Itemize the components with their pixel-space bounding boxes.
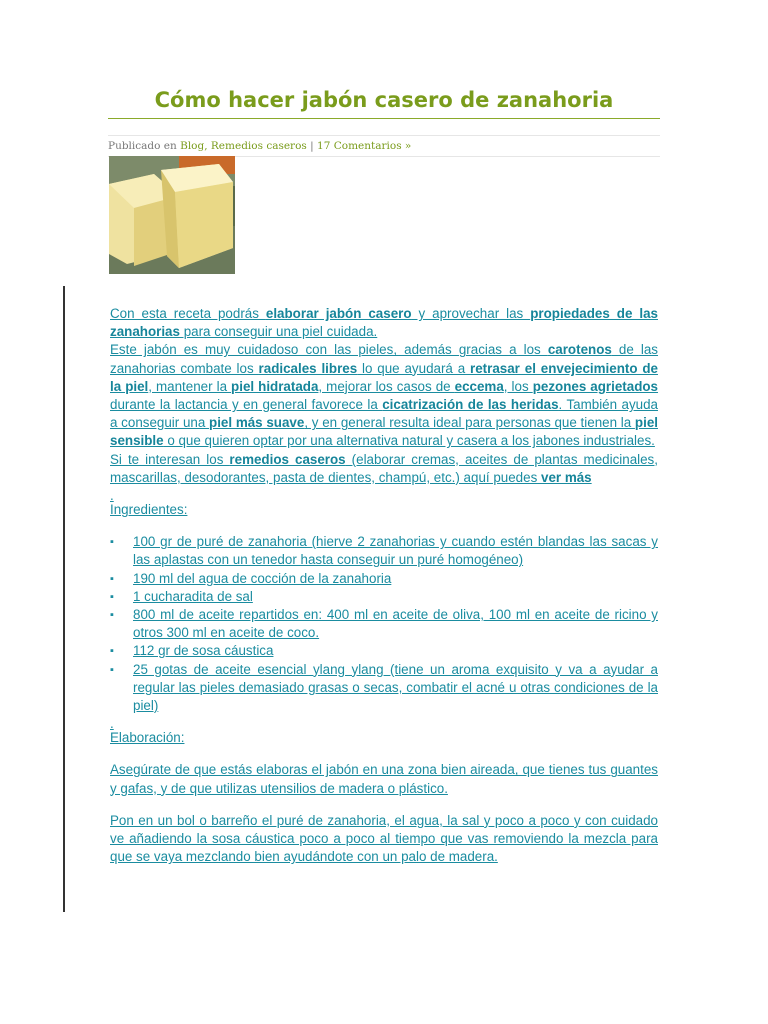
text-run: Si te interesan los (110, 451, 230, 467)
article-title: Cómo hacer jabón casero de zanahoria (108, 84, 660, 119)
step-paragraph-1: Asegúrate de que estás elaboras el jabón en una zona bien aireada, que tienes tus guantes y gafas, y de que utilizas utensilios de madera o plástico. (110, 762, 658, 796)
ingredients-list (110, 533, 658, 715)
ingredient-item (110, 588, 658, 606)
post-meta (108, 135, 660, 157)
ingredient-item (110, 570, 658, 588)
ingredient-text: 800 ml de aceite repartidos en: 400 ml en aceite de oliva, 100 ml en aceite de ricino y otros 300 ml en aceite de coco. (133, 607, 658, 641)
page-margin-line (63, 286, 65, 912)
meta-separator: | (310, 140, 314, 152)
keyword-link[interactable]: cicatrización de las heridas (382, 397, 559, 413)
text-run: (elaborar cremas, aceites de plantas medicinales, mascarillas, desodorantes, pasta de dientes, champú, etc.) aquí puedes (110, 451, 658, 485)
text-run: y aprovechar las (411, 306, 531, 321)
keyword-link[interactable]: carotenos (547, 342, 612, 358)
keyword-link[interactable]: retrasar el envejecimiento de la piel (110, 360, 658, 394)
ingredient-text: 25 gotas de aceite esencial ylang ylang (tiene un aroma exquisito y va a ayudar a regular las pieles demasiado grasas o secas, combatir el acné u otras condiciones de la piel) (133, 661, 658, 714)
text-run: Con esta receta podrás (110, 306, 266, 321)
text-run: , mejorar los casos de (318, 378, 455, 394)
bullet-icon: ▪ (110, 590, 114, 603)
text-run: , los (503, 378, 533, 394)
article-body (110, 305, 658, 866)
text-run: durante la lactancia y en general favorece la (110, 397, 383, 413)
keyword-link[interactable]: elaborar jabón casero (265, 306, 412, 321)
bullet-icon: ▪ (110, 609, 114, 622)
ingredient-text: 100 gr de puré de zanahoria (hierve 2 zanahorias y cuando estén blandas las sacas y las aplastas con un tenedor hasta conseguir un puré homogéneo) (133, 534, 658, 568)
ingredient-item (110, 533, 658, 569)
soap-image-graphic (109, 156, 235, 274)
intro-paragraph (110, 305, 658, 341)
text-run: lo que ayudará a (357, 360, 471, 376)
keyword-link[interactable]: pezones agrietados (532, 378, 659, 394)
ingredient-text: 112 gr de sosa cáustica (133, 643, 274, 659)
remedies-paragraph (110, 451, 658, 487)
keyword-link[interactable]: ver más (541, 469, 592, 485)
text-run: . También ayuda a conseguir una (110, 397, 658, 431)
soap-bars-photo (109, 156, 235, 274)
text-run: o que quieren optar por una alternativa natural y casera a los jabones industriales. (163, 433, 655, 449)
separator-dot-2: . (110, 716, 114, 732)
ingredient-item (110, 661, 658, 716)
text-run: para conseguir una piel cuidada. (179, 324, 378, 340)
meta-prefix: Publicado en (108, 140, 177, 152)
benefits-paragraph (110, 341, 658, 450)
ingredient-text: 1 cucharadita de sal (133, 588, 253, 604)
elaboration-heading: Elaboración: (110, 730, 185, 746)
keyword-link[interactable]: eccema (454, 378, 504, 394)
keyword-link[interactable]: piel sensible (110, 415, 658, 449)
keyword-link[interactable]: radicales libres (258, 360, 358, 376)
ingredient-item (110, 606, 658, 642)
bullet-icon: ▪ (110, 572, 114, 585)
text-run: de las zanahorias combate los (110, 342, 659, 376)
keyword-link[interactable]: remedios caseros (229, 451, 346, 467)
text-run: , y en general resulta ideal para personas que tienen la (304, 415, 635, 431)
text-run: , mantener la (148, 378, 232, 394)
keyword-link[interactable]: piel más suave (209, 415, 305, 431)
bullet-icon: ▪ (110, 645, 114, 658)
ingredients-heading: Ingredientes: (110, 502, 188, 518)
keyword-link[interactable]: propiedades de las zanahorias (110, 306, 658, 340)
separator-dot: . (110, 488, 114, 504)
bullet-icon: ▪ (110, 663, 114, 676)
step-paragraph-2: Pon en un bol o barreño el puré de zanahoria, el agua, la sal y poco a poco y con cuidado ve añadiendo la sosa cáustica poco a poco al tiempo que vas removiendo la mezcla para que se vaya mezclando bien ayudándote con un palo de madera. (110, 812, 658, 865)
ingredient-item (110, 642, 658, 660)
comments-link[interactable]: 17 Comentarios » (317, 140, 412, 152)
category-links[interactable]: Blog, Remedios caseros (180, 140, 307, 152)
keyword-link[interactable]: piel hidratada (231, 378, 319, 394)
ingredient-text: 190 ml del agua de cocción de la zanahoria (133, 570, 392, 586)
bullet-icon: ▪ (110, 536, 114, 549)
text-run: Este jabón es muy cuidadoso con las pieles, además gracias a los (110, 342, 548, 358)
